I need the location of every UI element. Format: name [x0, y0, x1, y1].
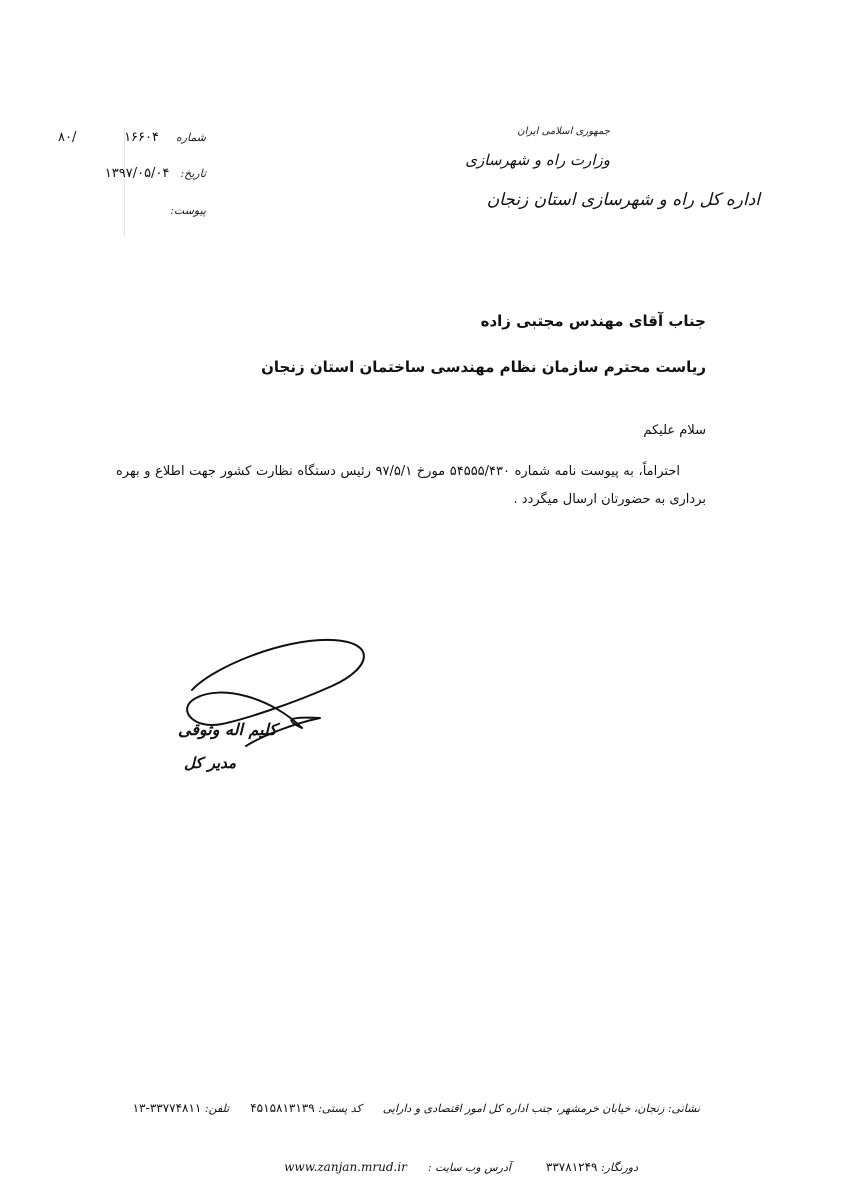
letter-date-value: ۱۳۹۷/۰۵/۰۴ — [104, 166, 170, 181]
letter-body-paragraph: احتراماً، به پیوست نامه شماره ۵۴۵۵۵/۴۳۰ مورخ ۹۷/۵/۱ رئیس دستگاه نظارت کشور جهت اطلاع و بهره برداری به حضورتان ارسال میگردد . — [116, 464, 706, 507]
letter-attachment — [170, 204, 206, 217]
footer-phone-value: ۳۳۷۷۴۸۱۱-۱۳ — [132, 1101, 202, 1115]
letter-date-label: تاریخ: — [180, 167, 206, 180]
letter-date — [105, 166, 206, 181]
greeting: سلام علیکم — [643, 423, 706, 438]
letter-attachment-label: پیوست: — [170, 204, 206, 217]
footer-phone-label: تلفن: — [204, 1102, 230, 1115]
footer-contact-line — [133, 1101, 700, 1115]
footer-fax-label: دورنگار: — [600, 1161, 638, 1174]
letter-number-suffix — [58, 130, 76, 145]
footer-fax-value: ۳۳۷۸۱۲۴۹ — [545, 1160, 598, 1174]
footer-postal-value: ۴۵۱۵۸۱۳۱۳۹ — [250, 1101, 315, 1115]
addressee-name: جناب آقای مهندس مجتبی زاده — [480, 312, 706, 330]
letter-number-label: شماره — [175, 131, 206, 144]
footer-postal-label: کد پستی: — [318, 1102, 362, 1115]
org-ministry-name: وزارت راه و شهرسازی — [465, 151, 610, 169]
letter-number-suffix-value: ۸۰/ — [58, 130, 77, 145]
footer-website-label: آدرس وب سایت : — [427, 1161, 511, 1174]
footer-web-line — [284, 1160, 638, 1174]
letter-number-value: ۱۶۶۰۴ — [124, 130, 159, 145]
org-republic-name: جمهوری اسلامی ایران — [517, 126, 610, 137]
signer-title: مدیر کل — [184, 754, 237, 772]
footer-website-link[interactable]: www.zanjan.mrud.ir — [284, 1160, 407, 1174]
org-office-name: اداره کل راه و شهرسازی استان زنجان — [486, 190, 760, 210]
letter-number — [124, 130, 206, 145]
footer-address: نشانی: زنجان، خیابان خرمشهر، جنب اداره کل امور اقتصادی و دارایی — [382, 1102, 700, 1115]
signer-name: کلیم اله وثوقی — [178, 720, 277, 739]
addressee-title: ریاست محترم سازمان نظام مهندسی ساختمان استان زنجان — [261, 358, 706, 376]
